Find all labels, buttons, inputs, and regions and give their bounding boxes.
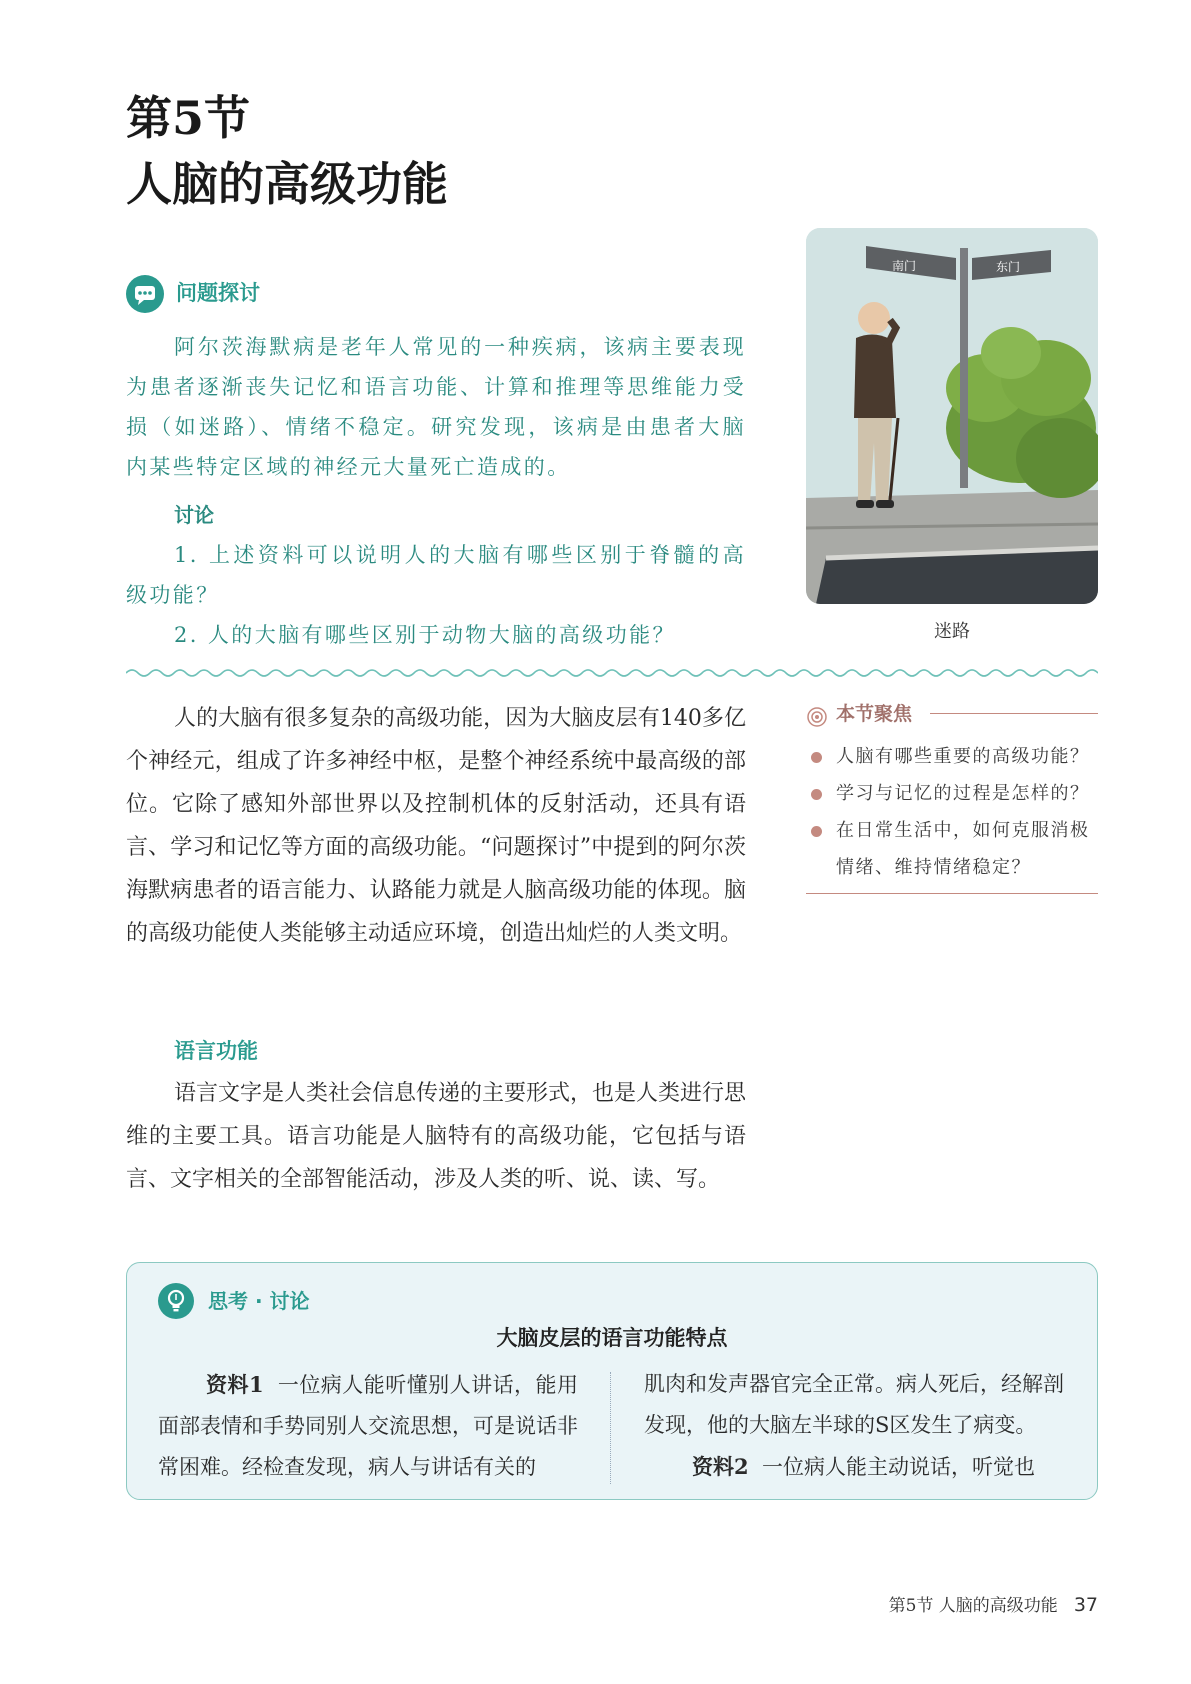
problem-paragraph: 阿尔茨海默病是老年人常见的一种疾病，该病主要表现为患者逐渐丧失记忆和语言功能、计算和推理等思维能力受损（如迷路）、情绪不稳定。研究发现，该病是由患者大脑内某些特定区域的神经元大量死亡造成的。 (126, 335, 746, 479)
page-footer (800, 1590, 1098, 1621)
material-2 (644, 1446, 1064, 1488)
focus-top-rule (930, 713, 1098, 714)
column-divider (610, 1372, 611, 1484)
discussion-question-1: 1. 上述资料可以说明人的大脑有哪些区别于脊髓的高级功能？ (126, 543, 746, 607)
main-paragraph: 人的大脑有很多复杂的高级功能，因为大脑皮层有140多亿个神经元，组成了许多神经中枢，是整个神经系统中最高级的部位。它除了感知外部世界以及控制机体的反射活动，还具有语言、学习和记忆等方面的高级功能。“问题探讨”中提到的阿尔茨海默病患者的语言能力、认路能力就是人脑高级功能的体现。脑的高级功能使人类能够主动适应环境，创造出灿烂的人类文明。 (126, 706, 746, 946)
material-right-column (644, 1364, 1064, 1488)
lightbulb-icon (158, 1283, 194, 1319)
think-discuss-title: 大脑皮层的语言功能特点 (496, 1326, 728, 1350)
target-icon (806, 706, 828, 728)
discussion-question-2: 2. 人的大脑有哪些区别于动物大脑的高级功能？ (174, 623, 676, 647)
section-number: 第5节 (126, 91, 251, 145)
sign-right-text: 东门 (996, 260, 1021, 274)
discussion-label: 讨论 (174, 503, 214, 527)
focus-item: 学习与记忆的过程是怎样的？ (806, 775, 1098, 812)
material-1-continued: 肌肉和发声器官完全正常。病人死后，经解剖发现，他的大脑左半球的S区发生了病变。 (644, 1372, 1064, 1437)
language-function-paragraph: 语言文字是人类社会信息传递的主要形式，也是人类进行思维的主要工具。语言功能是人脑特有的高级功能，它包括与语言、文字相关的全部智能活动，涉及人类的听、说、读、写。 (126, 1081, 747, 1192)
page-number: 37 (1073, 1594, 1098, 1616)
focus-list (806, 738, 1098, 886)
think-discuss-heading: 思考 · 讨论 (208, 1289, 310, 1313)
problem-heading: 问题探讨 (176, 281, 260, 305)
language-function-heading: 语言功能 (174, 1039, 258, 1063)
focus-item: 在日常生活中，如何克服消极情绪、维持情绪稳定？ (806, 812, 1098, 886)
material-2-label: 资料2 (692, 1454, 749, 1479)
sign-left-text: 南门 (892, 259, 917, 273)
page-title: 人脑的高级功能 (126, 157, 448, 211)
focus-item: 人脑有哪些重要的高级功能？ (806, 738, 1098, 775)
lost-man-illustration (806, 228, 1098, 604)
material-1-text: 一位病人能听懂别人讲话，能用面部表情和手势同别人交流思想，可是说话非常困难。经检查发现，病人与讲话有关的 (158, 1373, 578, 1479)
bullet-icon (811, 826, 822, 837)
bullet-icon (811, 789, 822, 800)
material-1-left (158, 1364, 578, 1488)
illustration-caption: 迷路 (934, 621, 970, 642)
focus-bottom-rule (806, 893, 1098, 894)
chat-bubble-icon (126, 275, 164, 313)
footer-section: 第5节 人脑的高级功能 (888, 1596, 1058, 1616)
material-1-label: 资料1 (206, 1372, 264, 1397)
wavy-divider (126, 666, 1098, 680)
bullet-icon (811, 752, 822, 763)
focus-title: 本节聚焦 (836, 703, 913, 725)
material-2-text: 一位病人能主动说话，听觉也 (761, 1455, 1035, 1479)
